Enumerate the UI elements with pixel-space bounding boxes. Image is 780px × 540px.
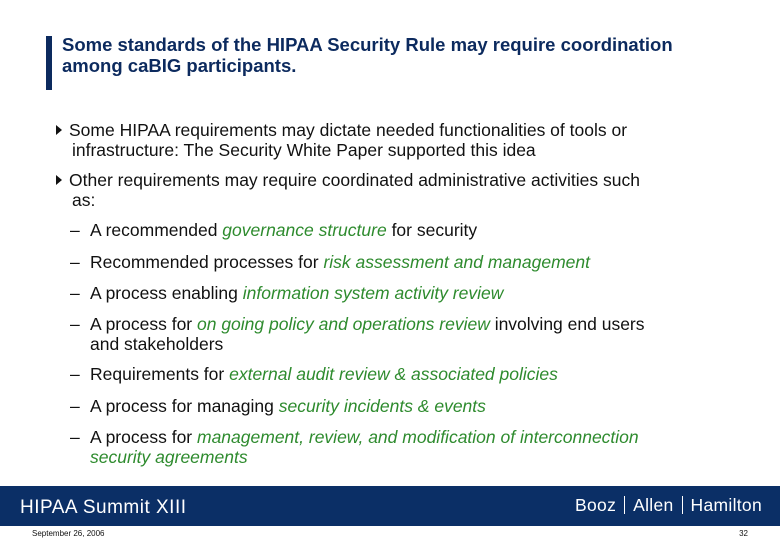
footer-bar [0,486,780,526]
logo-text-allen: Allen [633,495,674,515]
bullet-text-continued: infrastructure: The Security White Paper supported this idea [72,140,536,160]
sub-item [70,220,740,240]
title-accent-bar [46,36,52,90]
sub-highlight: on going policy and operations review [197,314,490,334]
footer-title: HIPAA Summit XIII [20,497,187,518]
dash-marker: – [70,364,80,384]
sub-text: Requirements for [90,364,230,384]
sub-item [70,396,740,416]
company-logo [575,495,762,516]
sub-item [70,427,740,467]
bullet-item [56,170,756,210]
dash-marker: – [70,283,80,303]
sub-text: Recommended processes for [90,252,324,272]
sub-highlight: external audit review & associated policies [229,364,558,384]
sub-item [70,364,740,384]
sub-highlight: security incidents & events [278,396,486,416]
sub-text: A process for [90,314,197,334]
dash-marker: – [70,220,80,240]
sub-text-after: involving end users [489,314,645,334]
sub-item [70,283,740,303]
dash-marker: – [70,314,80,334]
sub-text: A process for managing [90,396,279,416]
sub-text: A process for [90,427,197,447]
bullet-text: Other requirements may require coordinated administrative activities such [69,170,640,190]
sub-highlight: risk assessment and management [323,252,590,272]
slide-title-line1: Some standards of the HIPAA Security Rule may require coordination [62,34,673,55]
sub-highlight: information system activity review [242,283,504,303]
footer-date: September 26, 2006 [32,529,105,538]
slide-title-line2: among caBIG participants. [62,55,297,76]
bullet-text-continued: as: [72,190,96,210]
dash-marker: – [70,252,80,272]
dash-marker: – [70,396,80,416]
bullet-arrow-icon [56,125,62,135]
sub-text-after: for security [386,220,478,240]
sub-highlight: governance structure [222,220,387,240]
sub-item [70,314,740,354]
logo-text-booz: Booz [575,495,617,515]
logo-separator [682,496,683,514]
dash-marker: – [70,427,80,447]
sub-text: A recommended [90,220,223,240]
logo-separator [624,496,625,514]
sub-text: A process enabling [90,283,243,303]
bullet-text: Some HIPAA requirements may dictate needed functionalities of tools or [69,120,628,140]
bullet-item [56,120,756,160]
page-number: 32 [739,529,748,538]
slide-title [62,34,752,76]
bullet-arrow-icon [56,175,62,185]
sub-highlight: management, review, and modification of interconnection [197,427,639,447]
sub-item [70,252,740,272]
sub-text-continued: and stakeholders [90,334,224,354]
sub-highlight-continued: security agreements [90,447,248,467]
logo-text-hamilton: Hamilton [690,495,762,515]
